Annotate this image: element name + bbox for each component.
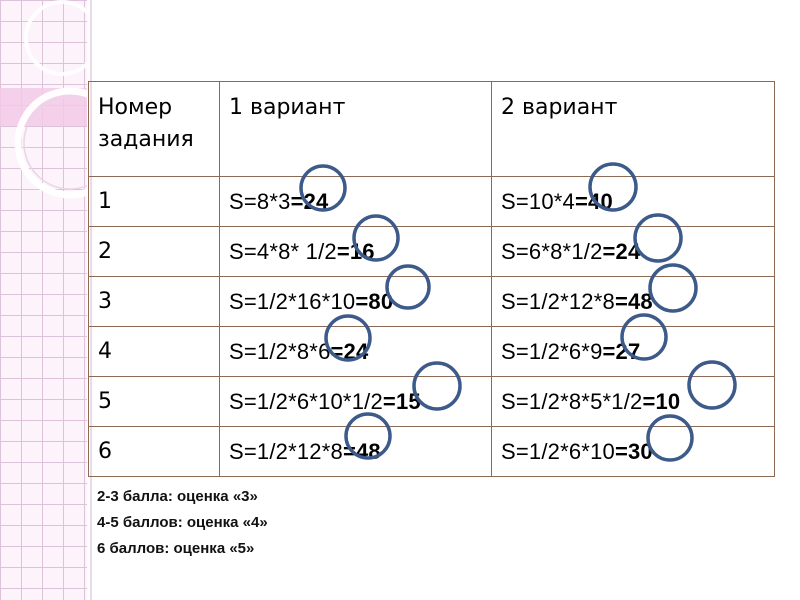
expression: S=1/2*12*8	[501, 288, 615, 314]
result: =80	[355, 288, 394, 314]
header-task-number	[89, 82, 220, 177]
result: =27	[602, 338, 641, 364]
table-row	[89, 227, 775, 277]
variant-1-solution	[220, 327, 492, 377]
expression: S=1/2*16*10	[229, 288, 356, 314]
variant-2-solution	[492, 327, 775, 377]
task-number: 3	[89, 277, 220, 327]
expression: S=8*3	[229, 188, 291, 214]
result: =24	[602, 238, 641, 264]
result: =48	[614, 288, 653, 314]
task-number: 5	[89, 377, 220, 427]
variant-1-solution	[220, 277, 492, 327]
criteria-line: 6 баллов: оценка «5»	[97, 540, 255, 557]
decorative-rings	[0, 0, 87, 200]
variant-1-solution	[220, 377, 492, 427]
criteria-line: 4-5 баллов: оценка «4»	[97, 514, 268, 531]
result: =15	[382, 388, 421, 414]
expression: S=1/2*6*10	[501, 438, 615, 464]
result: =24	[290, 188, 329, 214]
result: =30	[614, 438, 653, 464]
expression: S=1/2*6*9	[501, 338, 603, 364]
header-label: 2 вариант	[501, 95, 618, 120]
header-variant-1	[220, 82, 492, 177]
task-number: 6	[89, 427, 220, 477]
task-number: 4	[89, 327, 220, 377]
decorative-side-panel	[0, 0, 90, 600]
expression: S=6*8*1/2	[501, 238, 603, 264]
result: =48	[342, 438, 381, 464]
answers-table	[88, 81, 775, 477]
variant-2-solution	[492, 377, 775, 427]
task-number: 1	[89, 177, 220, 227]
variant-1-solution	[220, 177, 492, 227]
table-header-row	[89, 82, 775, 177]
grading-criteria	[97, 484, 268, 562]
table-row	[89, 327, 775, 377]
variant-2-solution	[492, 427, 775, 477]
expression: S=1/2*8*5*1/2	[501, 388, 643, 414]
result: =40	[575, 188, 613, 214]
table-row	[89, 277, 775, 327]
variant-1-solution	[220, 227, 492, 277]
variant-1-solution	[220, 427, 492, 477]
expression: S=1/2*12*8	[229, 438, 343, 464]
table-row	[89, 427, 775, 477]
expression: S=4*8* 1/2	[229, 238, 337, 264]
expression: S=1/2*6*10*1/2	[229, 388, 383, 414]
variant-2-solution	[492, 277, 775, 327]
expression: S=10*4	[501, 188, 575, 214]
variant-2-solution	[492, 227, 775, 277]
expression: S=1/2*8*6	[229, 338, 331, 364]
criteria-line: 2-3 балла: оценка «3»	[97, 488, 258, 505]
header-variant-2	[492, 82, 775, 177]
variant-2-solution	[492, 177, 775, 227]
table-row	[89, 377, 775, 427]
result: =16	[336, 238, 375, 264]
table-row	[89, 177, 775, 227]
header-label: 1 вариант	[229, 95, 346, 120]
result: =10	[642, 388, 681, 414]
result: =24	[330, 338, 369, 364]
task-number: 2	[89, 227, 220, 277]
header-label: Номер задания	[98, 95, 194, 152]
